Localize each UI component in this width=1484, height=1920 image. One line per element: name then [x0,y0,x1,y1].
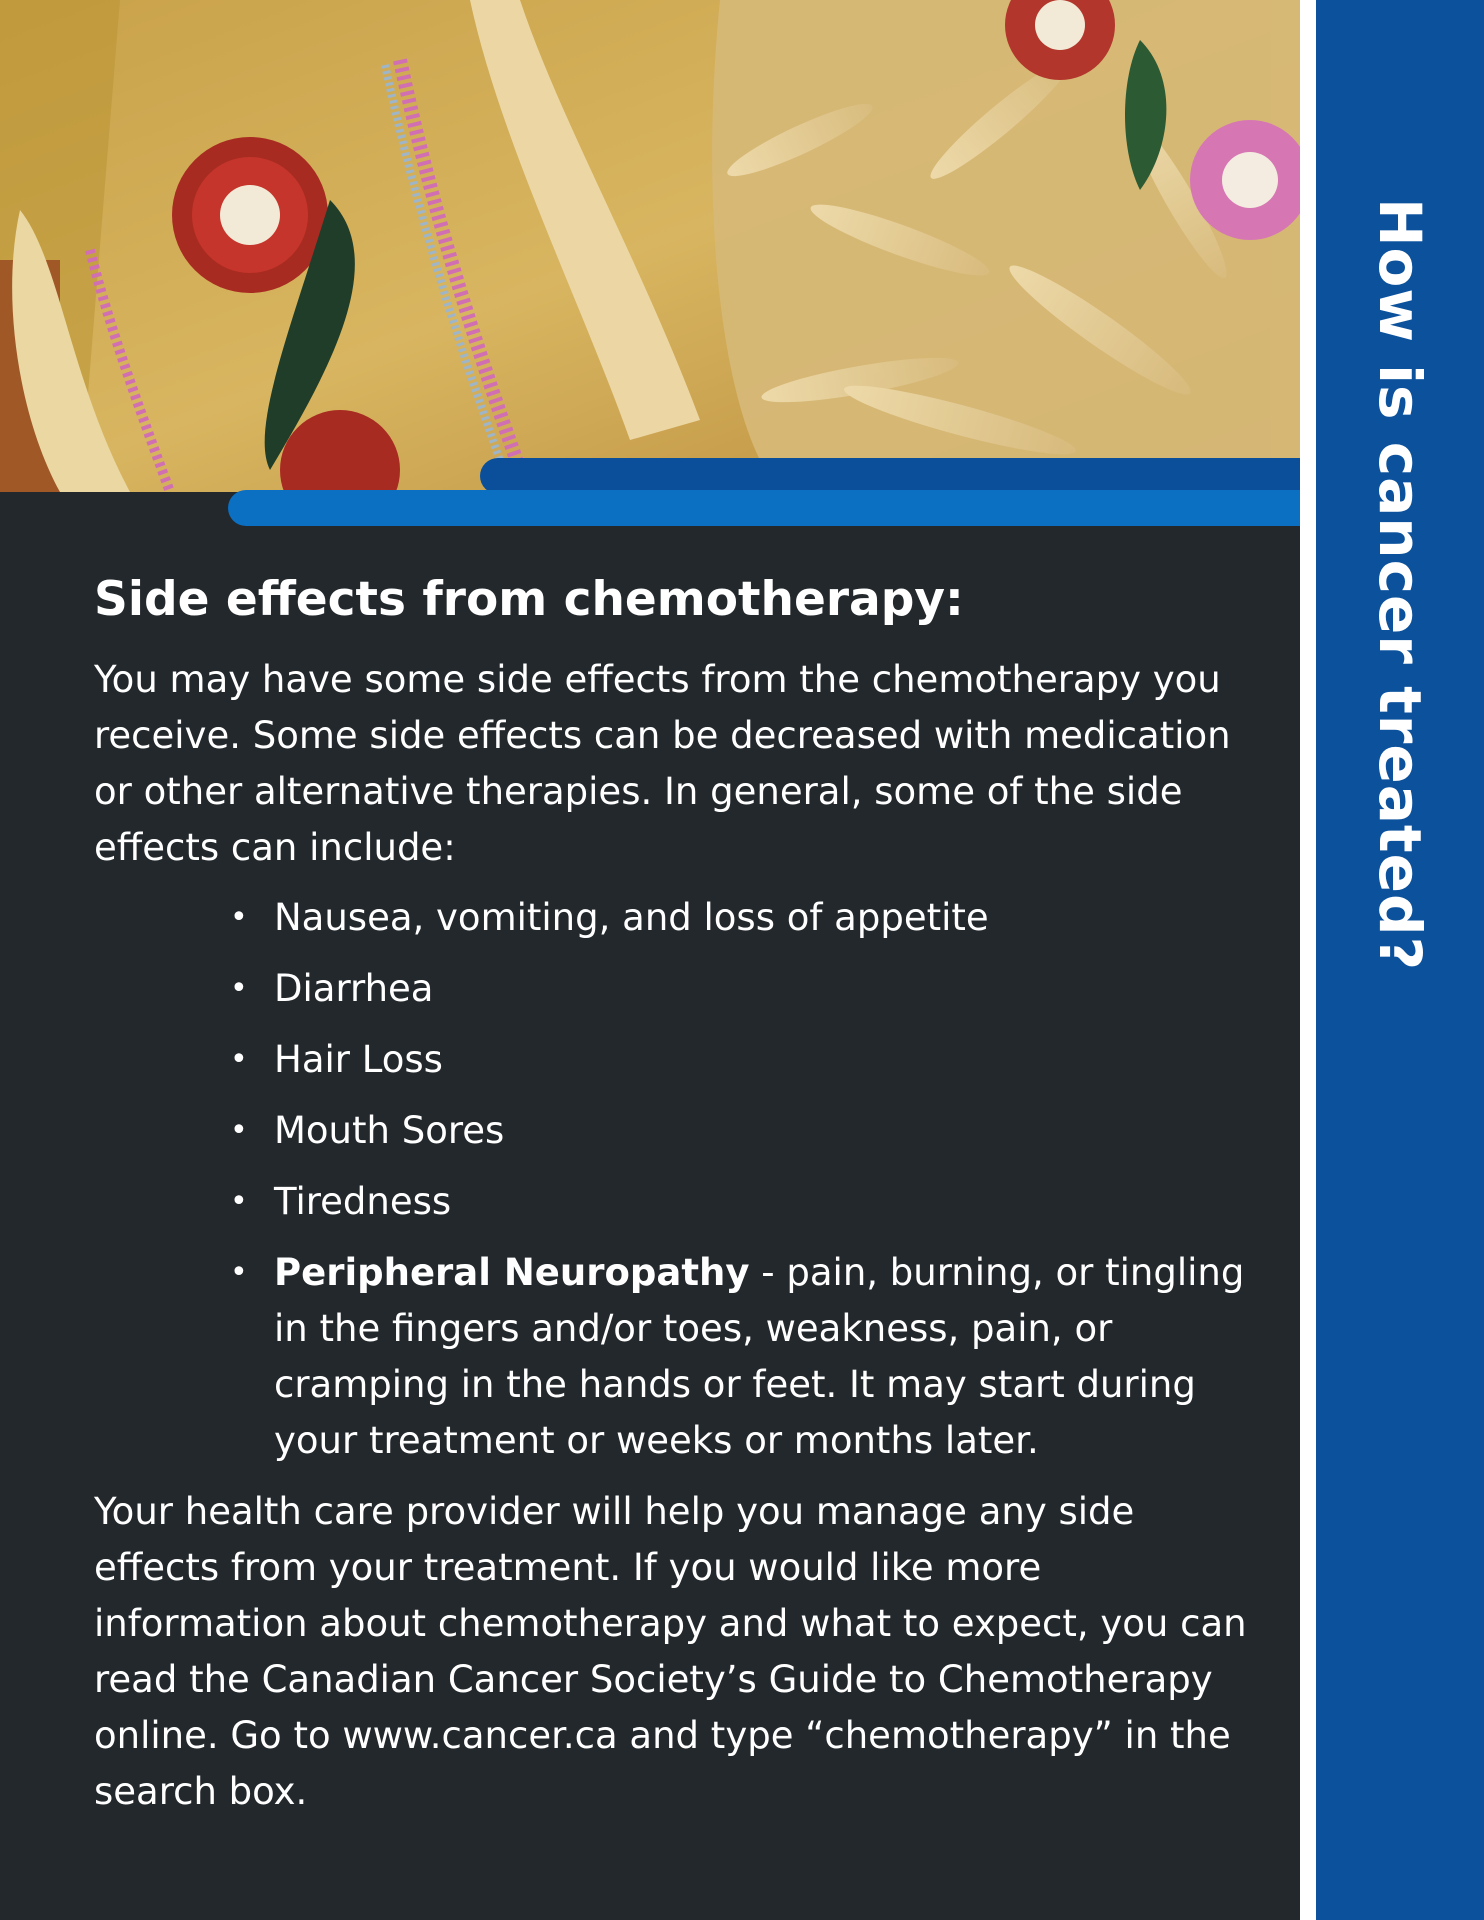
bullet-icon: • [230,971,248,1007]
bullet-icon: • [230,1042,248,1078]
list-item: • Nausea, vomiting, and loss of appetite [274,890,1264,946]
section-heading: Side effects from chemotherapy: [94,572,964,627]
accent-band-dark [480,458,1300,494]
list-item: • Hair Loss [274,1032,1264,1088]
sidebar-title: How is cancer treated? [1366,198,1434,972]
bullet-icon: • [230,900,248,936]
main-content [94,572,1264,1820]
side-effects-list [94,890,1264,1469]
list-item: • Tiredness [274,1174,1264,1230]
bullet-icon: • [230,1184,248,1220]
closing-paragraph: Your health care provider will help you manage any side effects from your treatment. If you would like more information about chemotherapy and what to expect, you can read the Canadian Cancer Society’s Guide to Chemotherapy online. Go to www.cancer.ca and type “chemotherapy” in the search box. [94,1490,1247,1814]
list-item: • Diarrhea [274,961,1264,1017]
bullet-icon: • [230,1113,248,1149]
bullet-icon: • [230,1255,248,1291]
intro-paragraph: You may have some side effects from the chemotherapy you receive. Some side effects can be decreased with medication or other alternative therapies. In general, some of the side effects can include: [94,658,1231,870]
beaded-moccasin-image [0,0,1300,492]
accent-band-light [228,490,1300,526]
list-item: • Mouth Sores [274,1103,1264,1159]
term-label: Peripheral Neuropathy [274,1251,750,1295]
term-description: - pain, burning, or tingling in the fingers and/or toes, weakness, pain, or cramping in the hands or feet. It may start during your treatment or weeks or months later. [274,1251,1245,1463]
list-item [230,1245,1264,1469]
header-photo [0,0,1300,492]
